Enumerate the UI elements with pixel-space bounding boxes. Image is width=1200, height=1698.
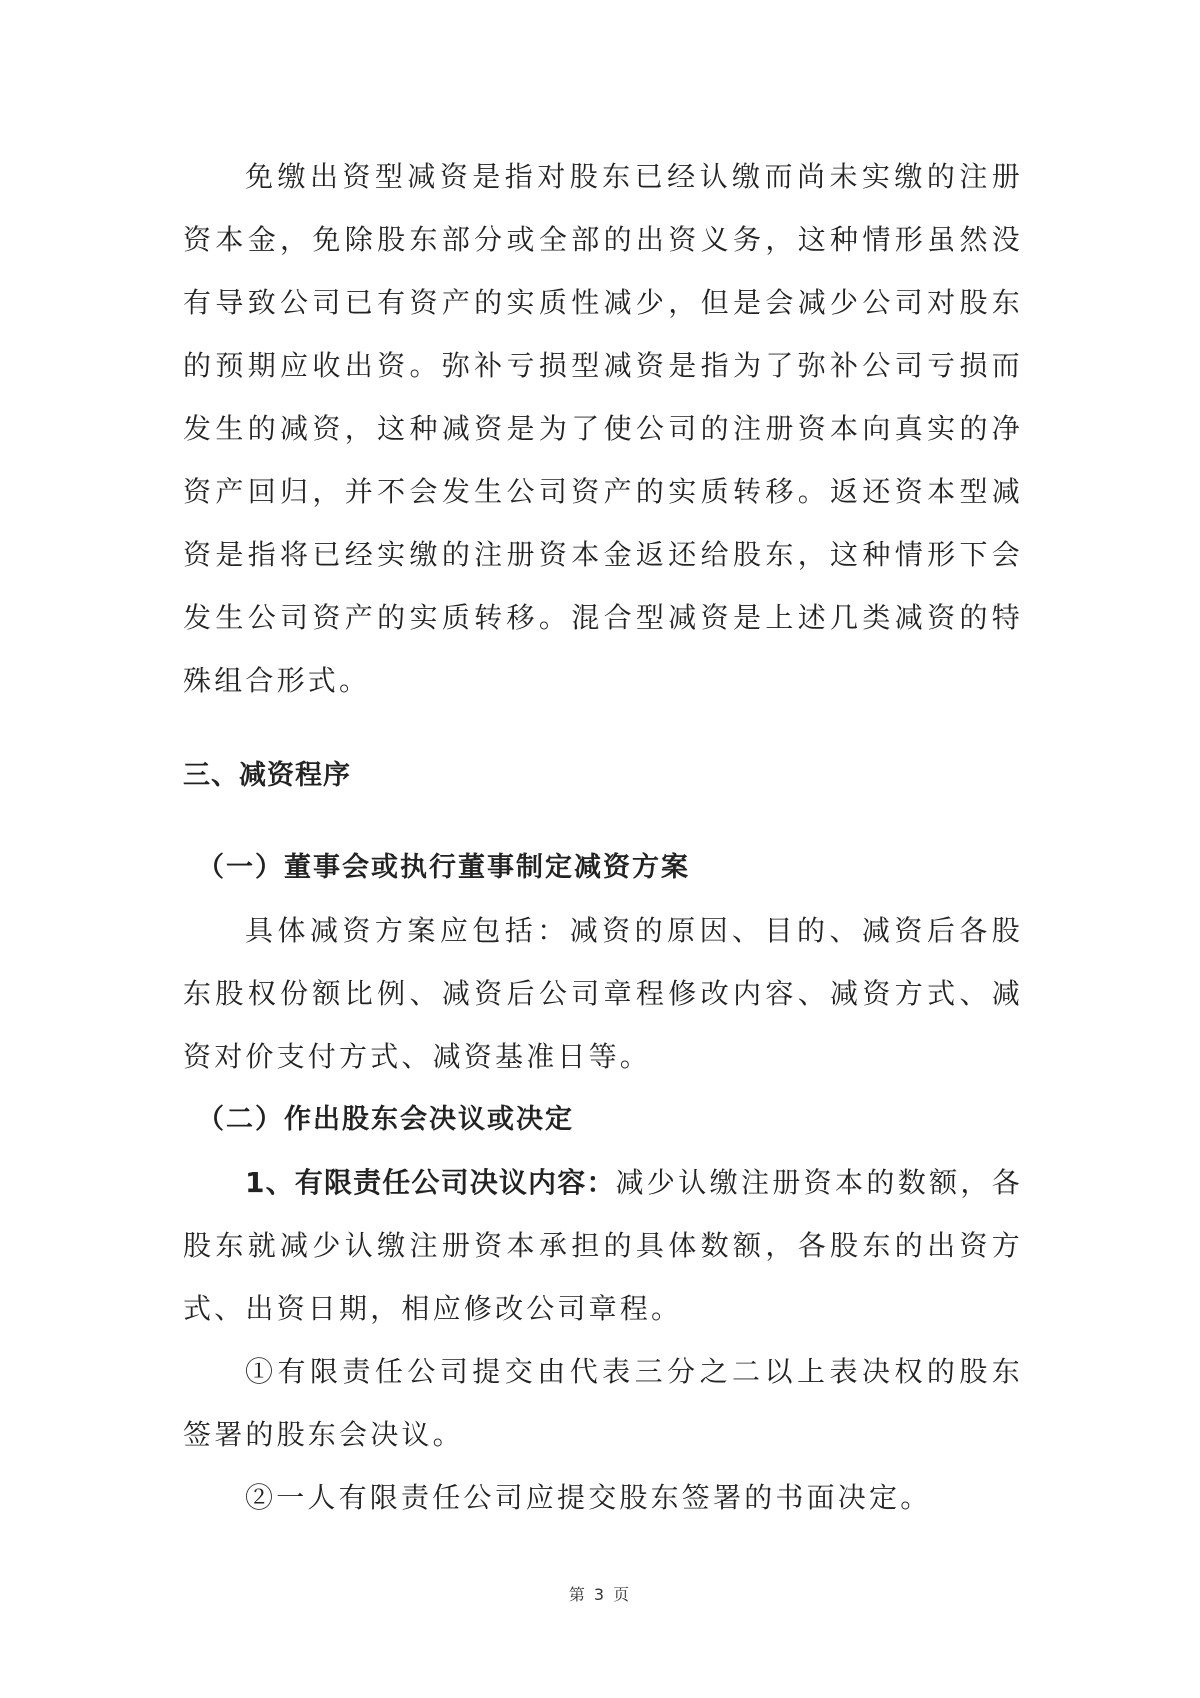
paragraph-plan-contents: 具体减资方案应包括：减资的原因、目的、减资后各股东股权份额比例、减资后公司章程修改内容、减资方式、减资对价支付方式、减资基准日等。: [183, 914, 1023, 1073]
paragraph-point-2: ②一人有限责任公司应提交股东签署的书面决定。: [245, 1481, 932, 1514]
item-body-text: 减少认缴注册资本的数额，各股东就减少认缴注册资本承担的具体数额，各股东的出资方式、出资日期，相应修改公司章程。: [183, 1166, 1023, 1325]
page-number: 第 3 页: [568, 1585, 632, 1604]
subsection-heading-board-plan: （一）董事会或执行董事制定减资方案: [197, 852, 690, 883]
page-content: [183, 145, 1023, 1529]
item-lead-label: 1、有限责任公司决议内容：: [245, 1166, 616, 1199]
paragraph-point-1: ①有限责任公司提交由代表三分之二以上表决权的股东签署的股东会决议。: [183, 1355, 1023, 1451]
subsection-heading-shareholder-resolution: （二）作出股东会决议或决定: [197, 1104, 574, 1135]
section-heading-reduction-procedure: 三、减资程序: [183, 760, 351, 791]
paragraph-capital-reduction-types: 免缴出资型减资是指对股东已经认缴而尚未实缴的注册资本金，免除股东部分或全部的出资义务，这种情形虽然没有导致公司已有资产的实质性减少，但是会减少公司对股东的预期应收出资。弥补亏损型减资是指为了弥补公司亏损而发生的减资，这种减资是为了使公司的注册资本向真实的净资产回归，并不会发生公司资产的实质转移。返还资本型减资是指将已经实缴的注册资本金返还给股东，这种情形下会发生公司资产的实质转移。混合型减资是上述几类减资的特殊组合形式。: [183, 160, 1023, 697]
paragraph-llc-resolution-contents: [183, 1151, 1023, 1340]
